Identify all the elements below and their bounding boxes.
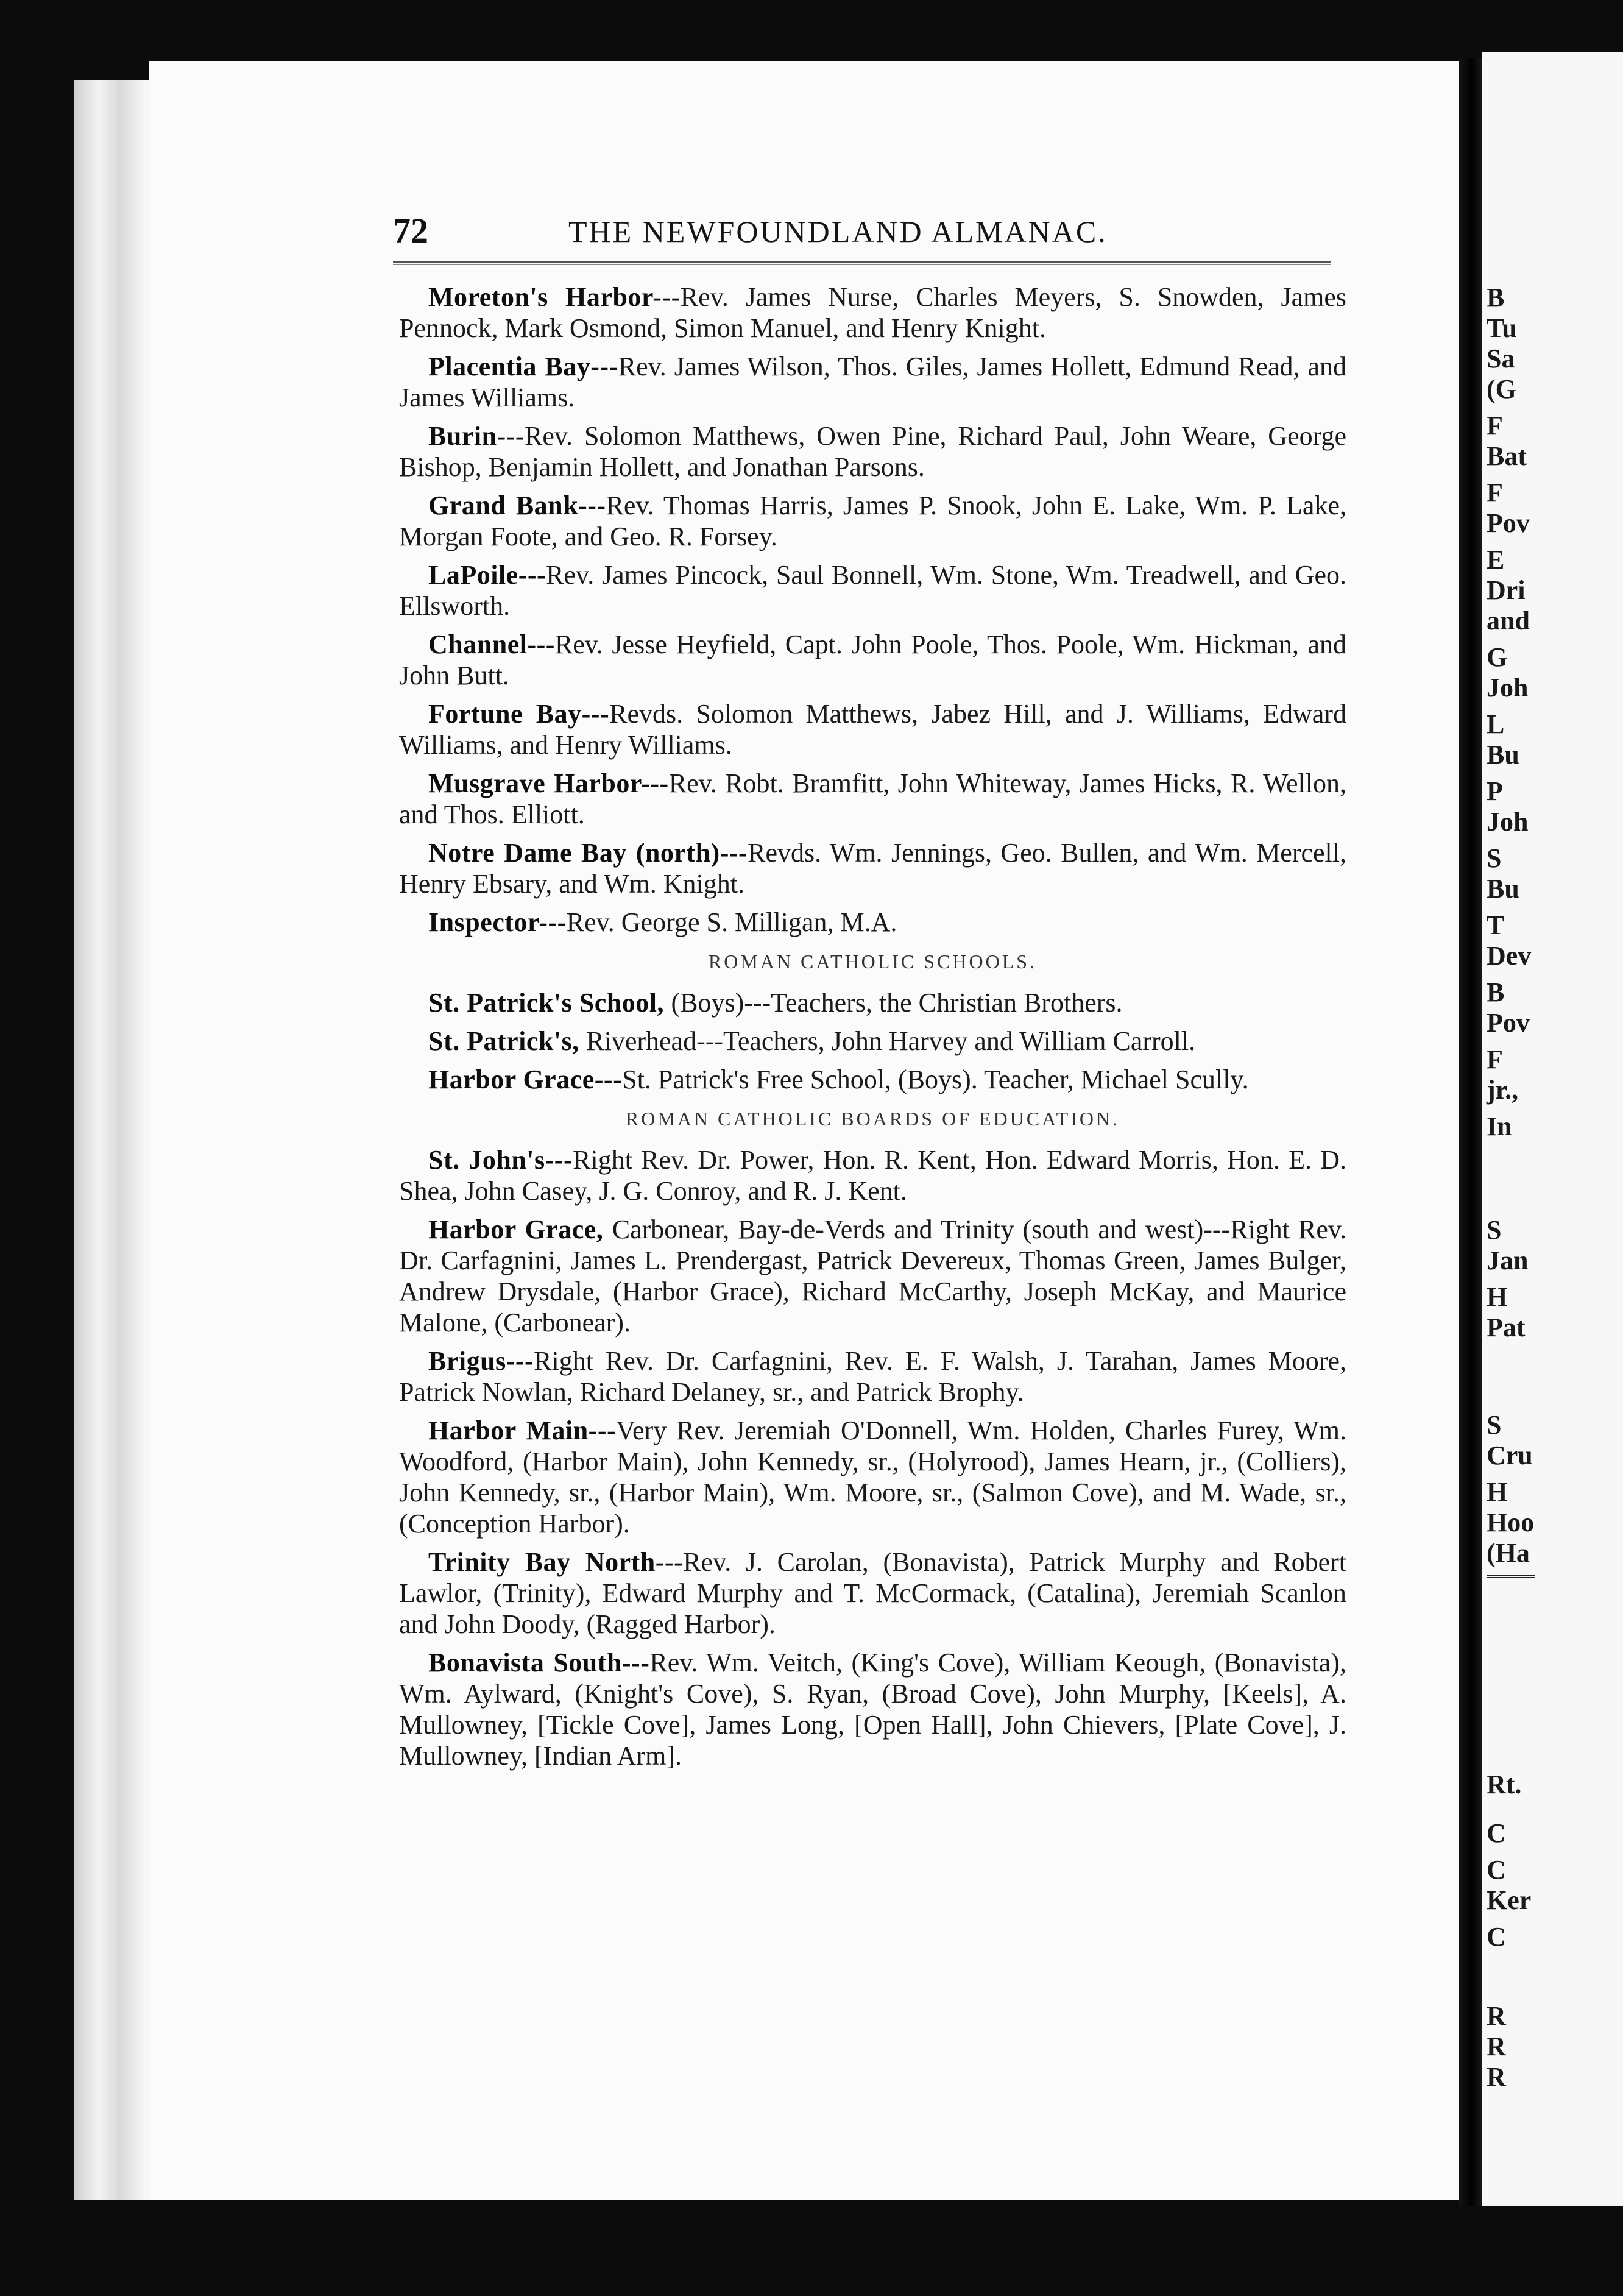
entry-place: Harbor Grace, (428, 1214, 612, 1244)
board-entry (399, 351, 1346, 413)
facing-fragment: Bu (1487, 874, 1519, 904)
facing-fragment: Pat (1487, 1313, 1526, 1342)
facing-fragment: S (1487, 843, 1502, 873)
facing-fragment: In (1487, 1111, 1512, 1141)
facing-fragment: jr., (1487, 1075, 1519, 1105)
page-body (399, 282, 1346, 1779)
entry-names: Carbonear, Bay-de-Verds and Trinity (south and west)---Right Rev. Dr. Carfagnini, James L. Prendergast, Patrick Devereux, Thomas Green, James Bulger, Andrew Drysdale, (Harbor Grace), Richard McCarthy, Joseph McKay, and Maurice Malone, (Carbonear). (399, 1214, 1346, 1338)
facing-fragment: H (1487, 1282, 1508, 1312)
entries-rc-boards (399, 1144, 1346, 1771)
entry-place: Musgrave Harbor--- (428, 768, 669, 798)
facing-fragment: Joh (1487, 807, 1529, 837)
board-entry (399, 1214, 1346, 1338)
entry-names: St. Patrick's Free School, (Boys). Teacher, Michael Scully. (622, 1065, 1249, 1094)
board-entry (399, 768, 1346, 830)
facing-fragment: Ker (1487, 1885, 1532, 1915)
entry-place: St. John's--- (428, 1145, 573, 1175)
facing-fragment: F (1487, 1044, 1503, 1074)
facing-fragment: S (1487, 1215, 1502, 1245)
entry-names: (Boys)---Teachers, the Christian Brothers. (671, 988, 1123, 1018)
entry-names: Very Rev. Jeremiah O'Donnell, Wm. Holden, Charles Furey, Wm. Woodford, (Harbor Main), John Kennedy, sr., (Holyrood), James Hearn, jr., (Colliers), John Kennedy, sr., (Harbor Main), Wm. Moore, sr., (Salmon Cove), and M. Wade, sr., (Conception Harbor). (399, 1416, 1346, 1539)
entry-names: Rev. James Pincock, Saul Bonnell, Wm. Stone, Wm. Treadwell, and Geo. Ellsworth. (399, 560, 1346, 621)
facing-fragment: H (1487, 1477, 1508, 1507)
entry-names: Rev. Robt. Bramfitt, John Whiteway, James Hicks, R. Wellon, and Thos. Elliott. (399, 768, 1346, 829)
page-number: 72 (393, 211, 428, 250)
entries-methodist-boards (399, 282, 1346, 938)
facing-fragment: Rt. (1487, 1770, 1522, 1799)
facing-fragment: T (1487, 910, 1505, 940)
page-header (393, 210, 1343, 259)
entry-place: Harbor Grace--- (428, 1065, 623, 1094)
facing-fragment: G (1487, 642, 1508, 672)
board-entry (399, 420, 1346, 483)
facing-page-rule (1487, 1575, 1535, 1578)
facing-fragment: and (1487, 606, 1530, 636)
entry-place: Moreton's Harbor--- (428, 282, 681, 312)
board-entry (399, 1144, 1346, 1206)
facing-fragment: (Ha (1487, 1538, 1530, 1568)
facing-fragment: L (1487, 709, 1505, 739)
board-entry (399, 987, 1346, 1018)
facing-fragment: F (1487, 478, 1503, 508)
section-heading-rc-boards: ROMAN CATHOLIC BOARDS OF EDUCATION. (625, 1108, 1120, 1130)
entry-names: Rev. Jesse Heyfield, Capt. John Poole, Thos. Poole, Wm. Hickman, and John Butt. (399, 629, 1346, 690)
entry-place: LaPoile--- (428, 560, 546, 590)
facing-fragment: F (1487, 411, 1503, 441)
facing-fragment: Bat (1487, 441, 1527, 471)
facing-fragment: Dev (1487, 941, 1532, 971)
facing-fragment: S (1487, 1410, 1502, 1440)
entry-place: Bonavista South--- (428, 1648, 650, 1678)
entry-place: Inspector--- (428, 907, 567, 937)
entry-names: Right Rev. Dr. Carfagnini, Rev. E. F. Walsh, J. Tarahan, James Moore, Patrick Nowlan, Richard Delaney, sr., and Patrick Brophy. (399, 1346, 1346, 1407)
facing-fragment: Tu (1487, 313, 1517, 343)
facing-page-fragment (1482, 52, 1623, 2206)
board-entry (399, 698, 1346, 760)
board-entry (399, 282, 1346, 344)
board-entry (399, 837, 1346, 899)
board-entry (399, 629, 1346, 691)
entry-place: Fortune Bay--- (428, 699, 610, 729)
board-entry (399, 1647, 1346, 1771)
entry-names: Rev. Thomas Harris, James P. Snook, John E. Lake, Wm. P. Lake, Morgan Foote, and Geo. R. Forsey. (399, 491, 1346, 551)
entry-names: Rev. Wm. Veitch, (King's Cove), William Keough, (Bonavista), Wm. Aylward, (Knight's Cove), S. Ryan, (Broad Cove), John Murphy, [Keels], A. Mullowney, [Tickle Cove], James Long, [Open Hall], John Chievers, [Plate Cove], J. Mullowney, [Indian Arm]. (399, 1648, 1346, 1771)
facing-fragment: R (1487, 2062, 1506, 2092)
entry-place: Trinity Bay North--- (428, 1547, 684, 1577)
board-entry (399, 490, 1346, 552)
board-entry (399, 1415, 1346, 1539)
facing-fragment: Bu (1487, 740, 1519, 770)
running-title: THE NEWFOUNDLAND ALMANAC. (568, 214, 1108, 249)
facing-fragment: (G (1487, 374, 1516, 404)
board-entry (399, 1064, 1346, 1095)
entry-names: Rev. J. Carolan, (Bonavista), Patrick Murphy and Robert Lawlor, (Trinity), Edward Murphy and T. McCormack, (Catalina), Jeremiah Scanlon and John Doody, (Ragged Harbor). (399, 1547, 1346, 1639)
facing-fragment: P (1487, 776, 1503, 806)
facing-fragment: Pov (1487, 508, 1530, 538)
facing-fragment: C (1487, 1855, 1506, 1885)
entry-place: St. Patrick's, (428, 1026, 587, 1056)
board-entry (399, 1345, 1346, 1408)
section-heading-rc-schools: ROMAN CATHOLIC SCHOOLS. (708, 951, 1038, 973)
entry-names: Rev. James Nurse, Charles Meyers, S. Snowden, James Pennock, Mark Osmond, Simon Manuel, and Henry Knight. (399, 282, 1346, 343)
entries-rc-schools (399, 987, 1346, 1095)
facing-fragment: Hoo (1487, 1508, 1535, 1537)
facing-fragment: Dri (1487, 575, 1526, 605)
facing-fragment: E (1487, 545, 1505, 575)
entry-place: Notre Dame Bay (north)--- (428, 838, 748, 868)
entry-names: Rev. James Wilson, Thos. Giles, James Hollett, Edmund Read, and James Williams. (399, 352, 1347, 413)
facing-fragment: Jan (1487, 1245, 1529, 1275)
facing-fragment: Joh (1487, 673, 1529, 703)
board-entry (399, 559, 1346, 622)
entry-names: Revds. Solomon Matthews, Jabez Hill, and J. Williams, Edward Williams, and Henry Williams. (399, 699, 1346, 760)
entry-names: Riverhead---Teachers, John Harvey and William Carroll. (586, 1026, 1196, 1056)
facing-fragment: Cru (1487, 1440, 1533, 1470)
entry-place: Channel--- (428, 629, 555, 659)
facing-fragment: Sa (1487, 344, 1515, 374)
facing-fragment: Pov (1487, 1008, 1530, 1038)
entry-names: Right Rev. Dr. Power, Hon. R. Kent, Hon. Edward Morris, Hon. E. D. Shea, John Casey, J. G. Conroy, and R. J. Kent. (399, 1145, 1347, 1206)
header-rule (393, 261, 1331, 265)
entry-names: Rev. Solomon Matthews, Owen Pine, Richard Paul, John Weare, George Bishop, Benjamin Hollett, and Jonathan Parsons. (399, 421, 1346, 482)
facing-fragment: B (1487, 283, 1505, 313)
entry-place: Placentia Bay--- (428, 352, 618, 381)
facing-fragment: B (1487, 977, 1505, 1007)
board-entry (399, 907, 1346, 938)
facing-fragment: C (1487, 1922, 1506, 1952)
book-gutter (1459, 58, 1483, 2206)
entry-place: Brigus--- (428, 1346, 534, 1376)
entry-place: Harbor Main--- (428, 1416, 617, 1445)
facing-fragment: R (1487, 2032, 1506, 2061)
board-entry (399, 1026, 1346, 1057)
entry-place: St. Patrick's School, (428, 988, 671, 1018)
entry-place: Burin--- (428, 421, 525, 451)
board-entry (399, 1547, 1346, 1640)
entry-names: Rev. George S. Milligan, M.A. (566, 907, 897, 937)
entry-names: Revds. Wm. Jennings, Geo. Bullen, and Wm. Mercell, Henry Ebsary, and Wm. Knight. (399, 838, 1346, 899)
facing-fragment: R (1487, 2001, 1506, 2031)
entry-place: Grand Bank--- (428, 491, 606, 520)
facing-fragment: C (1487, 1818, 1506, 1848)
